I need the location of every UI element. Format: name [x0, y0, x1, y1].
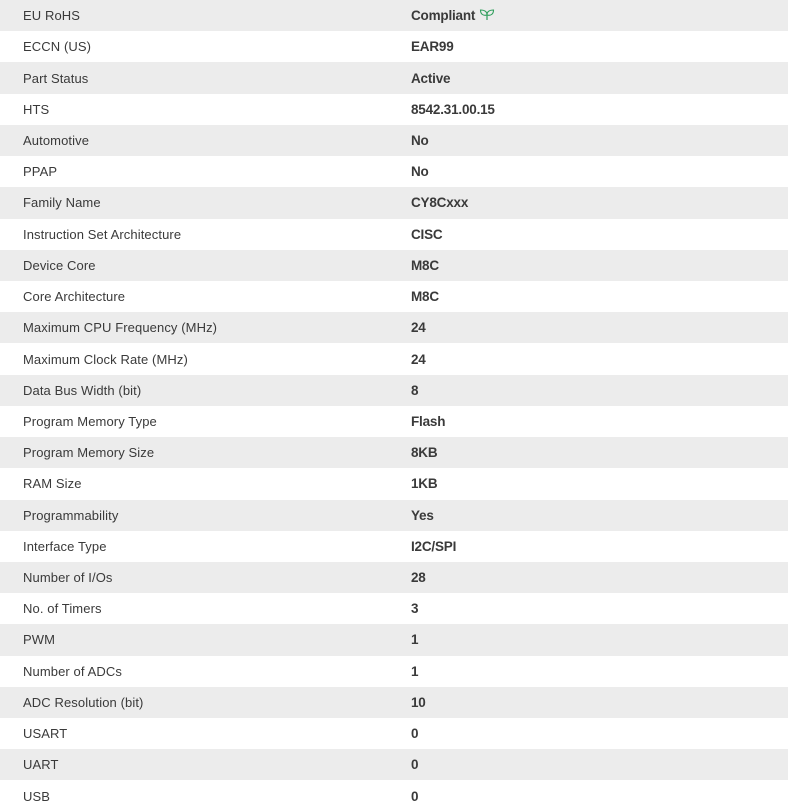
spec-label: Automotive [0, 125, 411, 156]
spec-value: 24 [411, 312, 788, 343]
spec-value: 1KB [411, 468, 788, 499]
spec-row-ppap [0, 156, 788, 187]
spec-label: Part Status [0, 62, 411, 93]
spec-label: ECCN (US) [0, 31, 411, 62]
spec-row-max-clock-rate [0, 343, 788, 374]
spec-label: Maximum CPU Frequency (MHz) [0, 312, 411, 343]
spec-row-family-name [0, 187, 788, 218]
spec-label: Program Memory Type [0, 406, 411, 437]
spec-label: RAM Size [0, 468, 411, 499]
spec-row-data-bus-width [0, 375, 788, 406]
spec-value: 8 [411, 375, 788, 406]
spec-value: CISC [411, 219, 788, 250]
spec-label: Core Architecture [0, 281, 411, 312]
spec-value: 1 [411, 624, 788, 655]
spec-label: EU RoHS [0, 0, 411, 31]
spec-value: 28 [411, 562, 788, 593]
spec-value: EAR99 [411, 31, 788, 62]
spec-value: 0 [411, 749, 788, 780]
spec-label: Family Name [0, 187, 411, 218]
spec-row-program-memory-size [0, 437, 788, 468]
spec-value [411, 0, 788, 31]
spec-label: Interface Type [0, 531, 411, 562]
spec-value: Active [411, 62, 788, 93]
spec-label: ADC Resolution (bit) [0, 687, 411, 718]
spec-row-interface-type [0, 531, 788, 562]
spec-label: UART [0, 749, 411, 780]
spec-label: No. of Timers [0, 593, 411, 624]
spec-row-adc-resolution [0, 687, 788, 718]
spec-value: 1 [411, 656, 788, 687]
spec-row-programmability [0, 500, 788, 531]
spec-row-core-architecture [0, 281, 788, 312]
spec-label: PPAP [0, 156, 411, 187]
spec-row-device-core [0, 250, 788, 281]
spec-label: Instruction Set Architecture [0, 219, 411, 250]
spec-value: 10 [411, 687, 788, 718]
spec-value: 24 [411, 343, 788, 374]
spec-value: 8542.31.00.15 [411, 94, 788, 125]
spec-row-usart [0, 718, 788, 749]
spec-row-max-cpu-frequency [0, 312, 788, 343]
spec-value: 0 [411, 780, 788, 811]
spec-row-number-of-adcs [0, 656, 788, 687]
spec-value: No [411, 156, 788, 187]
spec-row-eu-rohs [0, 0, 788, 31]
spec-row-program-memory-type [0, 406, 788, 437]
spec-value: 8KB [411, 437, 788, 468]
spec-label: Maximum Clock Rate (MHz) [0, 343, 411, 374]
spec-value-text: Compliant [411, 8, 476, 24]
spec-row-automotive [0, 125, 788, 156]
spec-row-pwm [0, 624, 788, 655]
spec-row-eccn [0, 31, 788, 62]
spec-row-ram-size [0, 468, 788, 499]
spec-label: Program Memory Size [0, 437, 411, 468]
leaf-icon [479, 9, 495, 21]
spec-value: CY8Cxxx [411, 187, 788, 218]
spec-row-usb [0, 780, 788, 811]
spec-label: USB [0, 780, 411, 811]
spec-value: No [411, 125, 788, 156]
spec-label: Device Core [0, 250, 411, 281]
spec-value: I2C/SPI [411, 531, 788, 562]
spec-row-number-of-ios [0, 562, 788, 593]
spec-label: HTS [0, 94, 411, 125]
spec-row-hts [0, 94, 788, 125]
spec-row-timers [0, 593, 788, 624]
spec-label: PWM [0, 624, 411, 655]
spec-value: M8C [411, 281, 788, 312]
spec-label: Programmability [0, 500, 411, 531]
spec-value: 0 [411, 718, 788, 749]
spec-label: Number of I/Os [0, 562, 411, 593]
spec-label: Number of ADCs [0, 656, 411, 687]
spec-value: M8C [411, 250, 788, 281]
spec-row-part-status [0, 62, 788, 93]
spec-value: Yes [411, 500, 788, 531]
spec-row-instruction-set [0, 219, 788, 250]
spec-value: Flash [411, 406, 788, 437]
spec-value: 3 [411, 593, 788, 624]
spec-row-uart [0, 749, 788, 780]
spec-label: USART [0, 718, 411, 749]
spec-label: Data Bus Width (bit) [0, 375, 411, 406]
